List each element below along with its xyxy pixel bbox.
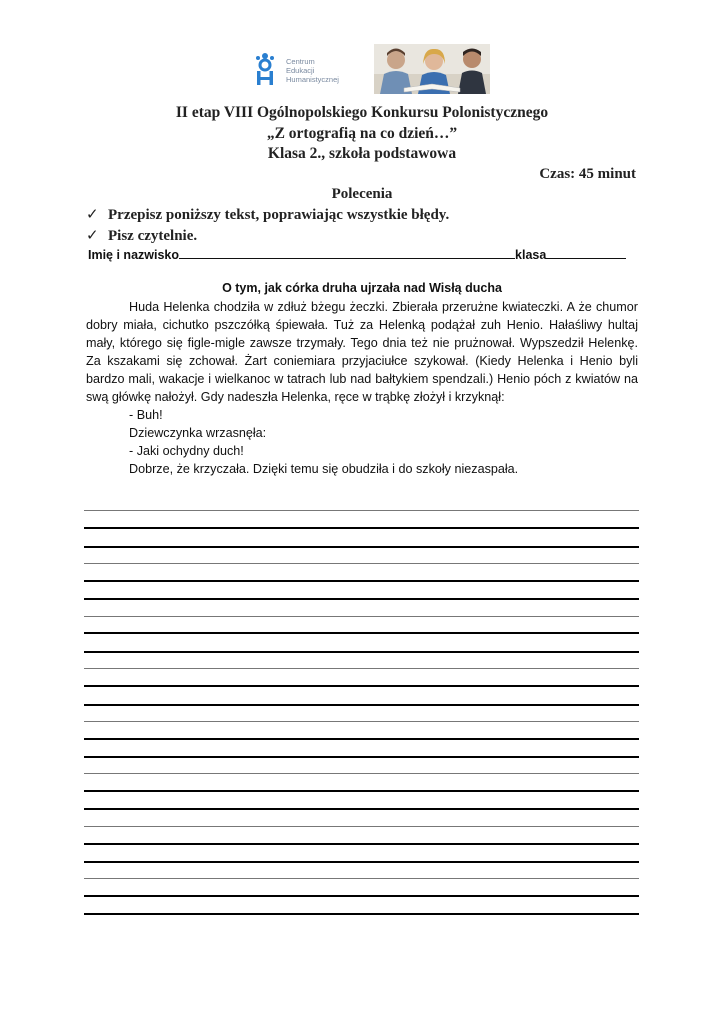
writing-line — [84, 563, 639, 564]
story-line: Dobrze, że krzyczała. Dzięki temu się obudziła i do szkoły niezaspała. — [129, 462, 519, 476]
command-text: Przepisz poniższy tekst, poprawiając wszystkie błędy. — [108, 207, 450, 223]
writing-line — [84, 913, 639, 915]
writing-line — [84, 616, 639, 617]
writing-line — [84, 756, 639, 758]
name-label: Imię i nazwisko — [88, 248, 180, 262]
check-icon: ✓ — [86, 207, 99, 223]
name-field[interactable] — [179, 246, 515, 259]
command-item — [86, 205, 449, 224]
writing-line — [84, 632, 639, 634]
writing-line — [84, 861, 639, 863]
writing-line — [84, 546, 639, 548]
logo-text-line: Centrum — [286, 57, 315, 66]
students-photo — [374, 44, 490, 94]
class-field[interactable] — [546, 246, 626, 259]
command-item — [86, 226, 197, 245]
story-line: - Jaki ochydny duch! — [129, 444, 244, 458]
time-limit: Czas: 45 minut — [539, 166, 636, 182]
writing-line — [84, 668, 639, 669]
name-class-row — [88, 246, 636, 262]
story-title: O tym, jak córka druha ujrzała nad Wisłą ducha — [222, 281, 502, 295]
writing-line — [84, 773, 639, 774]
competition-title: II etap VIII Ogólnopolskiego Konkursu Polonistycznego — [175, 104, 549, 121]
check-icon: ✓ — [86, 228, 99, 244]
command-text: Pisz czytelnie. — [108, 228, 198, 244]
writing-line — [84, 598, 639, 600]
writing-line — [84, 510, 639, 511]
writing-line — [84, 685, 639, 687]
logo-text-line: Edukacji — [286, 66, 315, 75]
writing-line — [84, 527, 639, 529]
logo-text-line: Humanistycznej — [286, 75, 339, 84]
writing-line — [84, 843, 639, 845]
class-label: klasa — [515, 248, 547, 262]
commands-heading: Polecenia — [331, 186, 393, 202]
writing-line — [84, 878, 639, 879]
writing-line — [84, 651, 639, 653]
class-level: Klasa 2., szkoła podstawowa — [267, 145, 457, 162]
centrum-edukacji-humanistycznej-logo-icon — [252, 52, 278, 86]
writing-line — [84, 580, 639, 582]
writing-line — [84, 721, 639, 722]
writing-line — [84, 704, 639, 706]
story-text — [86, 298, 638, 478]
writing-line — [84, 790, 639, 792]
writing-line — [84, 738, 639, 740]
header-logo — [248, 44, 490, 94]
writing-line — [84, 808, 639, 810]
story-line: Dziewczynka wrzasnęła: — [129, 426, 267, 440]
story-line: - Buh! — [129, 408, 163, 422]
writing-line — [84, 826, 639, 827]
writing-line — [84, 895, 639, 897]
story-paragraph: Huda Helenka chodziła w zdłuż bżegu żeczki. Zbierała przerużne kwiateczki. A że chumor dobry miała, cichutko pszczółką śpiewała. Tuż za Helenką podążał zuh Henio. Hałaśliwy hultaj mały, którego się figle-migle zawsze trzymały. Tego dnia też nie prużnował. Wypszedził Helenkę. Za kszakami się zchował. Żart coniemiara przyjaciułce szykował. (Kiedy Helenka i Henio byli bardzo mali, wakacje i wielkanoc w tatrach lub nad bałtykiem spendzali.) Henio póch z kwiatów na swą główkę nałożył. Gdy nadeszła Helenka, ręce w trąbkę złożył i krzyknął: — [86, 300, 638, 404]
logo-text — [286, 57, 339, 84]
competition-subtitle: „Z ortografią na co dzień…” — [266, 125, 458, 142]
